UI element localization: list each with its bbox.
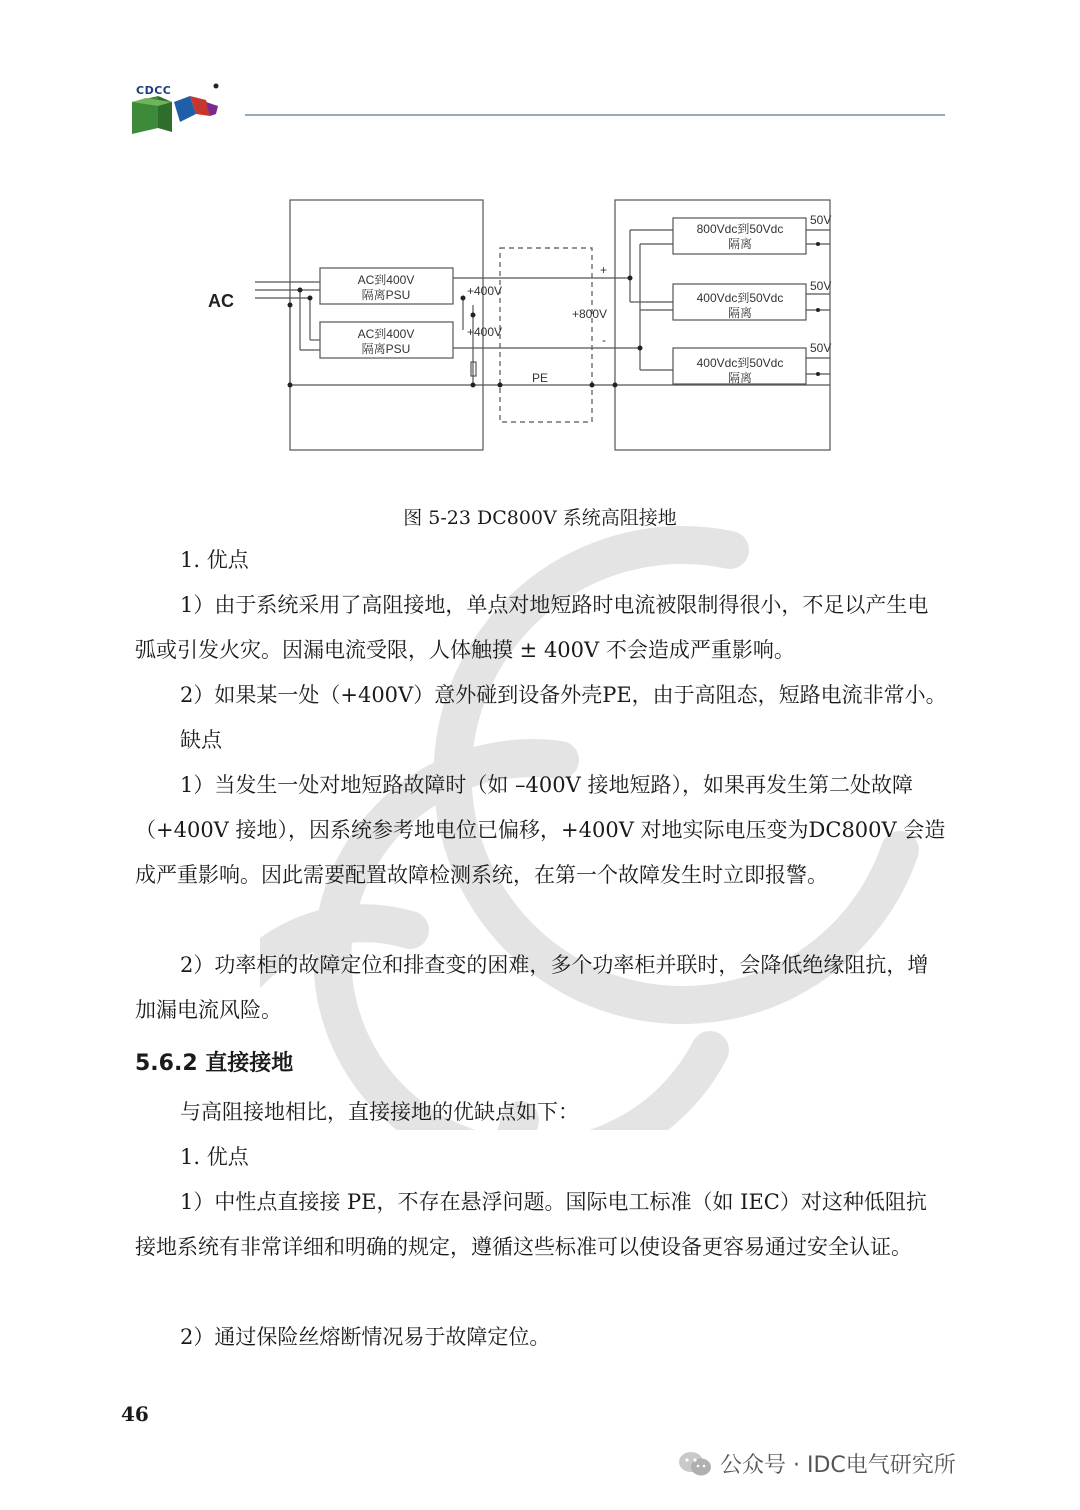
footer-source bbox=[678, 1448, 956, 1479]
figure-caption: 图 5-23 DC800V 系统高阻接地 bbox=[403, 507, 677, 529]
adv2-title: 1. 优点 bbox=[180, 1145, 249, 1169]
psu1-line2: 隔离PSU bbox=[361, 288, 411, 302]
footer-text: 公众号 · IDC电气研究所 bbox=[720, 1453, 956, 1478]
v400a-label: +400V bbox=[467, 284, 503, 298]
conv3-line2: 隔离 bbox=[727, 371, 753, 385]
minus-label: - bbox=[602, 333, 606, 347]
wechat-icon bbox=[678, 1450, 712, 1478]
psu1-line1: AC到400V bbox=[357, 273, 415, 287]
conv2-line2: 隔离 bbox=[727, 306, 753, 320]
v800-label: +800V bbox=[572, 307, 608, 321]
disadv-title: 缺点 bbox=[180, 728, 222, 752]
psu2-line2: 隔离PSU bbox=[361, 342, 411, 356]
out1-label: 50V bbox=[810, 213, 832, 227]
ac-label: AC bbox=[208, 291, 234, 311]
conv1-line1: 800Vdc到50Vdc bbox=[696, 222, 784, 236]
pe-label: PE bbox=[532, 371, 549, 385]
disadv-item-1: 1）当发生一处对地短路故障时（如 –400V 接地短路），如果再发生第二处故障（+400V 接地），因系统参考地电位已偏移，+400V 对地实际电压变为DC800V 会造成严重影响。因此需要配置故障检测系统，在第一个故障发生时立即报警。 bbox=[135, 773, 946, 887]
adv-title: 1. 优点 bbox=[180, 548, 249, 572]
logo-text: CDCC bbox=[136, 84, 172, 97]
conv2-line1: 400Vdc到50Vdc bbox=[696, 291, 784, 305]
section-heading: 5.6.2 直接接地 bbox=[135, 1051, 294, 1076]
adv2-item-2: 2）通过保险丝熔断情况易于故障定位。 bbox=[180, 1325, 551, 1349]
circuit-diagram bbox=[200, 190, 850, 460]
page-number: 46 bbox=[121, 1402, 149, 1426]
header-rule bbox=[245, 114, 945, 116]
v400b-label: +400V bbox=[467, 325, 503, 339]
conv1-line2: 隔离 bbox=[727, 237, 753, 251]
out2-label: 50V bbox=[810, 279, 832, 293]
adv-item-1: 1）由于系统采用了高阻接地，单点对地短路时电流被限制得很小，不足以产生电弧或引发火灾。因漏电流受限，人体触摸 ± 400V 不会造成严重影响。 bbox=[135, 593, 929, 662]
conv3-line1: 400Vdc到50Vdc bbox=[696, 356, 784, 370]
plus-label: + bbox=[600, 263, 608, 277]
section-intro: 与高阻接地相比，直接接地的优缺点如下： bbox=[180, 1100, 579, 1124]
psu2-line1: AC到400V bbox=[357, 327, 415, 341]
disadv-item-2: 2）功率柜的故障定位和排查变的困难，多个功率柜并联时，会降低绝缘阻抗，增加漏电流风险。 bbox=[135, 953, 929, 1022]
adv-item-2: 2）如果某一处（+400V）意外碰到设备外壳PE，由于高阻态，短路电流非常小。 bbox=[180, 683, 947, 707]
out3-label: 50V bbox=[810, 341, 832, 355]
adv2-item-1: 1）中性点直接接 PE，不存在悬浮问题。国际电工标准（如 IEC）对这种低阻抗接地系统有非常详细和明确的规定，遵循这些标准可以使设备更容易通过安全认证。 bbox=[135, 1190, 927, 1259]
